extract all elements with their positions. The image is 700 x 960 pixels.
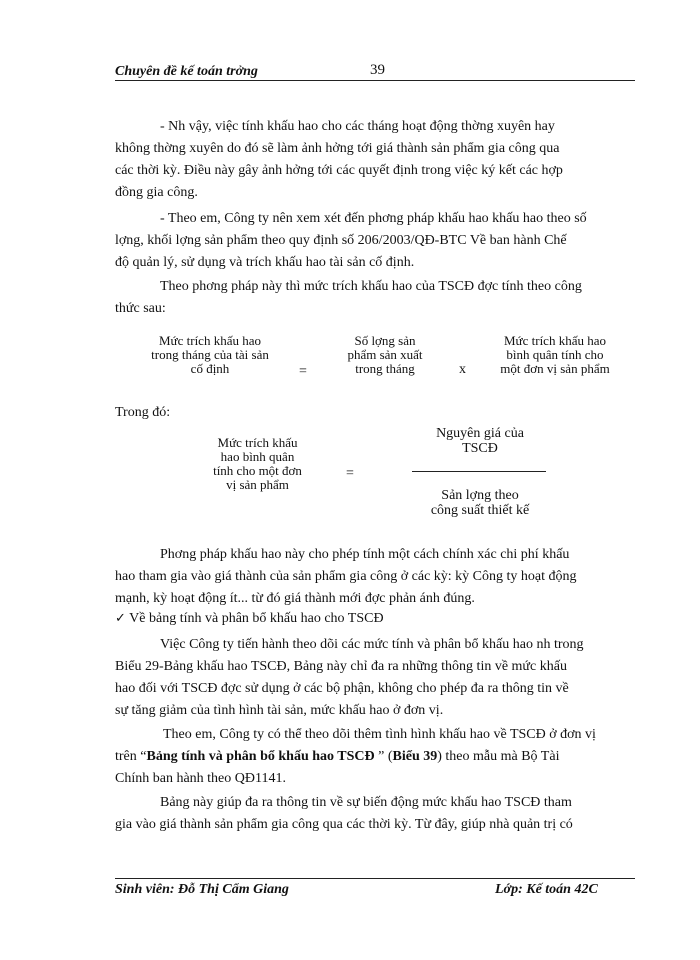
text-line: Biểu 29-Bảng khấu hao TSCĐ, Bảng này chỉ đa ra những thông tin về mức khấu <box>115 659 567 674</box>
report-name: Bảng tính và phân bổ khấu hao TSCĐ <box>146 749 375 764</box>
text-line: Theo phơng pháp này thì mức trích khấu hao của TSCĐ đợc tính theo công <box>160 279 582 294</box>
text-line: Theo em, Công ty có thể theo dõi thêm tình hình khấu hao về TSCĐ ở đơn vị <box>163 727 596 742</box>
equals-sign: = <box>299 364 307 379</box>
formula-text: Số lợng sản <box>354 333 416 348</box>
text-line: Chính ban hành theo QĐ1141. <box>115 771 286 786</box>
paragraph-7 <box>115 792 635 836</box>
paragraph-2 <box>115 208 635 274</box>
text-line: sự tăng giảm của tình hình tài sản, mức khấu hao ở đơn vị. <box>115 703 444 718</box>
formula-text: Mức trích khấu <box>217 435 298 450</box>
text-line: Việc Công ty tiến hành theo dõi các mức tính và phân bổ khấu hao nh trong <box>160 637 584 652</box>
paragraph-6 <box>115 724 635 790</box>
paragraph-4 <box>115 544 635 610</box>
formula-text: TSCĐ <box>462 441 498 456</box>
text-line: các thời kỳ. Điều này gây ảnh hởng tới các quyết định trong việc ký kết các hợp <box>115 163 563 178</box>
checkmark-icon: ✓ <box>115 611 126 626</box>
paragraph-3 <box>115 276 635 320</box>
formula2-left <box>200 436 315 492</box>
formula1-middle <box>325 334 445 376</box>
fraction-bar <box>412 471 546 472</box>
formula-text: phẩm sản xuất <box>347 347 423 362</box>
text-line: lợng, khối lợng sản phẩm theo quy định số 206/2003/QĐ-BTC Về ban hành Chế <box>115 233 567 248</box>
footer-student: Sinh viên: Đỗ Thị Cẩm Giang <box>115 882 289 897</box>
report-ref: Biểu 39 <box>392 749 438 764</box>
formula-text: cố định <box>190 361 230 376</box>
text-line: đồng gia công. <box>115 185 198 200</box>
text-line: - Nh vậy, việc tính khấu hao cho các tháng hoạt động thờng xuyên hay <box>160 119 555 134</box>
equals-sign: = <box>346 466 354 481</box>
text-line: Phơng pháp khấu hao này cho phép tính một cách chính xác chi phí khấu <box>160 547 570 562</box>
header-rule <box>115 80 635 81</box>
text-line: hao tham gia vào giá thành của sản phẩm gia công ở các kỳ: kỳ Công ty hoạt động <box>115 569 577 584</box>
text-line: không thờng xuyên do đó sẽ làm ảnh hởng tới giá thành sản phẩm gia công qua <box>115 141 560 156</box>
text-line: hao đối với TSCĐ đợc sử dụng ở các bộ phận, không cho phép đa ra thông tin về <box>115 681 569 696</box>
formula2-numerator <box>410 426 550 456</box>
formula-text: Nguyên giá của <box>436 426 524 441</box>
formula-text: công suất thiết kế <box>430 503 530 518</box>
formula-text: tính cho một đơn <box>213 463 302 478</box>
paragraph-1 <box>115 116 635 204</box>
formula-text: vị sản phẩm <box>226 477 289 492</box>
formula-text: một đơn vị sản phẩm <box>500 361 610 376</box>
times-sign: x <box>459 362 466 377</box>
text-line: gia vào giá thành sản phẩm gia công qua các thời kỳ. Từ đây, giúp nhà quản trị có <box>115 817 573 832</box>
bullet-text: Về bảng tính và phân bổ khấu hao cho TSCĐ <box>129 611 384 626</box>
text-line: độ quản lý, sử dụng và trích khấu hao tài sản cố định. <box>115 255 415 270</box>
formula2-denominator <box>410 488 550 518</box>
formula-text: Sản lợng theo <box>441 488 519 503</box>
formula1-left <box>130 334 290 376</box>
formula-text: trong tháng của tài sản <box>151 347 269 362</box>
trong-do-label <box>115 402 635 424</box>
formula-text: Mức trích khấu hao <box>159 333 261 348</box>
text-line <box>115 746 635 768</box>
text-line: Bảng này giúp đa ra thông tin về sự biến động mức khấu hao TSCĐ tham <box>160 795 572 810</box>
text-fragment: ) theo mẫu mà Bộ Tài <box>437 749 560 764</box>
formula-text: hao bình quân <box>220 449 295 464</box>
text-line: - Theo em, Công ty nên xem xét đến phơng pháp khấu hao khấu hao theo số <box>160 211 587 226</box>
footer-rule <box>115 878 635 879</box>
formula-text: trong tháng <box>355 361 415 376</box>
formula1-right <box>485 334 625 376</box>
formula-text: bình quân tính cho <box>506 347 604 362</box>
text-line: thức sau: <box>115 301 166 316</box>
bullet-item <box>115 608 635 630</box>
header-title: Chuyên đề kế toán trởng <box>115 64 258 79</box>
footer-class: Lớp: Kế toán 42C <box>495 882 598 897</box>
text-fragment: ” ( <box>374 749 393 764</box>
paragraph-5 <box>115 634 635 722</box>
formula-text: Mức trích khấu hao <box>504 333 606 348</box>
text-line: Trong đó: <box>115 405 171 420</box>
text-line: mạnh, kỳ hoạt động ít... từ đó giá thành mới đợc phản ánh đúng. <box>115 591 475 606</box>
page-number: 39 <box>370 62 385 78</box>
text-fragment: trên “ <box>115 749 147 764</box>
